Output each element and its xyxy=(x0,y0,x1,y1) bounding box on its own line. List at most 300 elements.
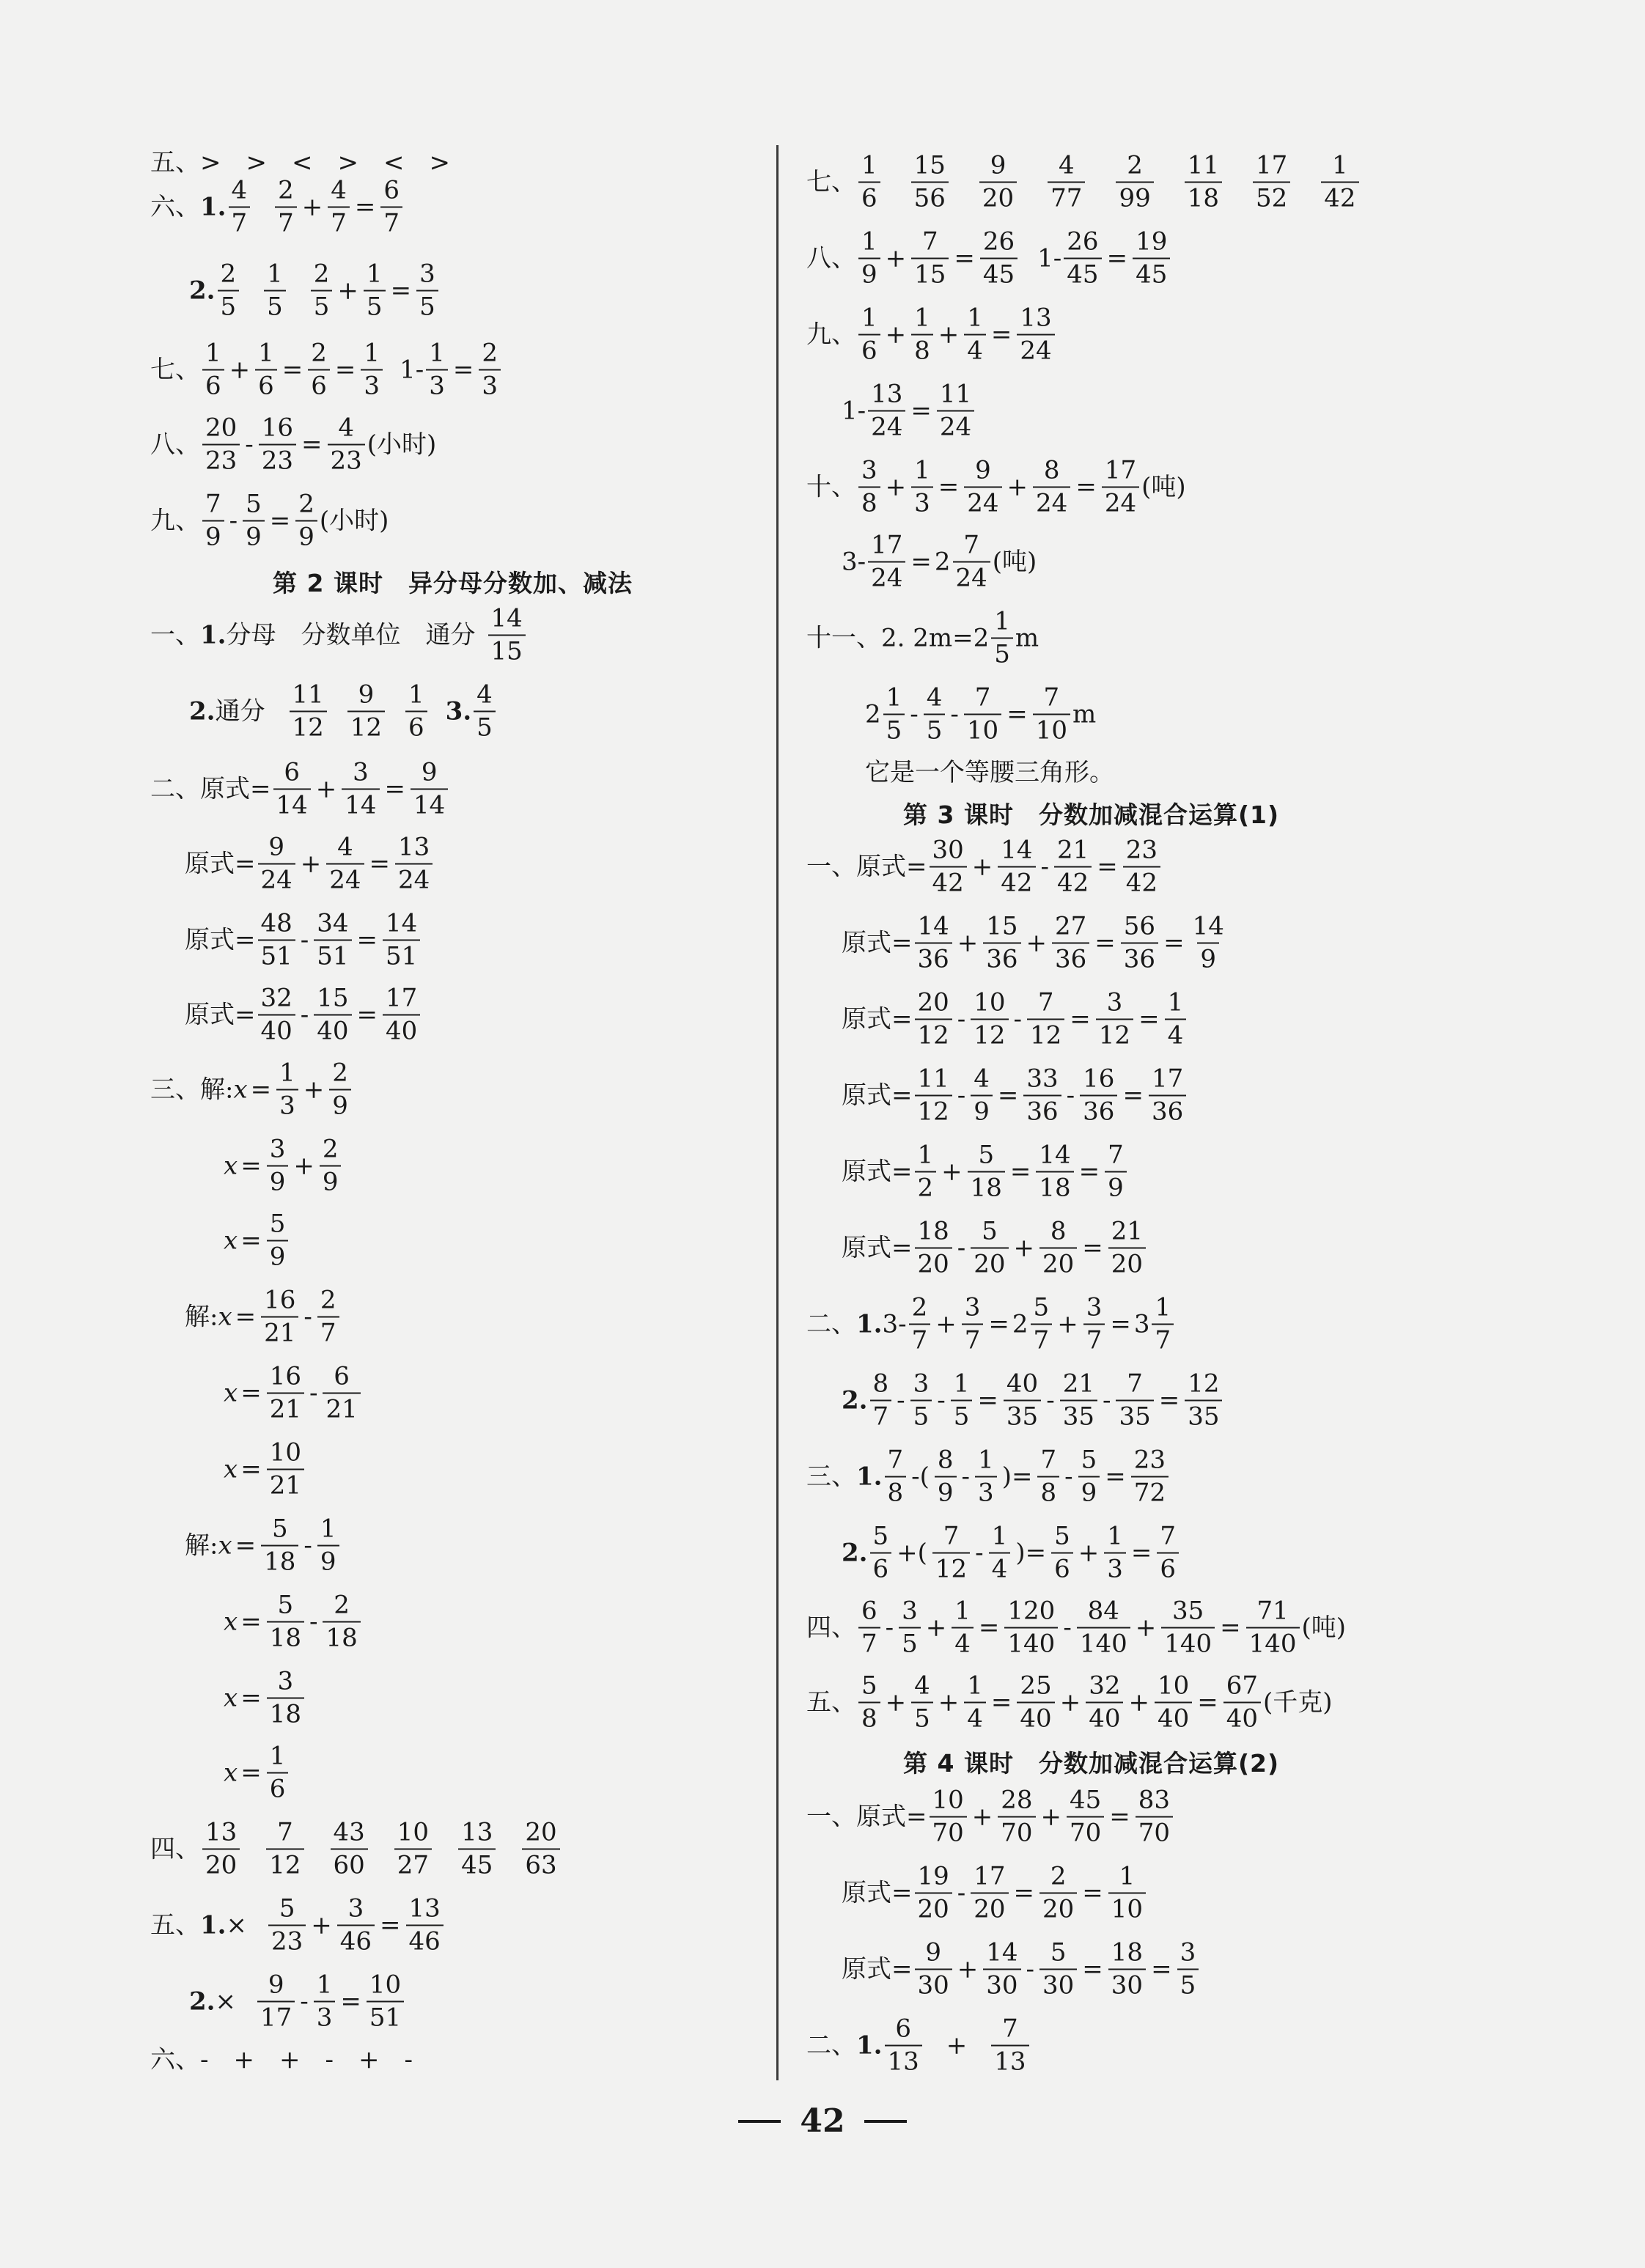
operator: - xyxy=(1064,1462,1073,1491)
denominator: 42 xyxy=(1321,181,1358,214)
numerator: 3 xyxy=(1106,987,1123,1017)
fraction xyxy=(858,1671,880,1734)
answer-text: x xyxy=(224,1226,238,1255)
denominator: 24 xyxy=(868,410,905,443)
fraction xyxy=(1116,1369,1153,1432)
denominator: 3 xyxy=(975,1476,997,1509)
numerator: 26 xyxy=(1067,227,1099,257)
operator: - xyxy=(1040,852,1050,881)
numerator: 16 xyxy=(1083,1064,1115,1094)
operator: + xyxy=(1135,1613,1157,1642)
denominator: 8 xyxy=(858,486,880,519)
denominator: 140 xyxy=(1246,1627,1300,1660)
fraction xyxy=(1102,455,1139,519)
fraction xyxy=(1165,987,1187,1051)
answer-text: 1. xyxy=(200,192,227,221)
fraction xyxy=(342,757,379,821)
fraction xyxy=(311,259,333,323)
denominator: 51 xyxy=(314,939,351,972)
fraction xyxy=(998,835,1035,899)
denominator: 5 xyxy=(911,1701,933,1734)
answer-text: x xyxy=(224,1454,238,1484)
denominator: 3 xyxy=(426,369,448,402)
denominator: 36 xyxy=(983,942,1020,975)
denominator: 35 xyxy=(1116,1399,1153,1432)
fraction xyxy=(1096,987,1133,1051)
operator: - xyxy=(897,1385,905,1415)
denominator: 9 xyxy=(267,1165,289,1198)
operator: = xyxy=(1158,1385,1180,1415)
fraction xyxy=(229,175,251,239)
numerator: 15 xyxy=(913,150,946,180)
fraction xyxy=(1105,1140,1127,1204)
fraction xyxy=(979,150,1017,214)
fraction xyxy=(1133,227,1170,290)
fraction xyxy=(915,911,952,975)
left-answer-line xyxy=(224,1437,306,1501)
numerator: 19 xyxy=(917,1861,949,1891)
operator: = xyxy=(990,1687,1012,1717)
numerator: 15 xyxy=(986,911,1018,941)
answer-text: 3 xyxy=(1133,1309,1150,1339)
fraction xyxy=(479,338,501,402)
fraction xyxy=(202,338,224,402)
numerator: 120 xyxy=(1007,1596,1056,1626)
operator: - xyxy=(303,1302,312,1331)
operator: - xyxy=(303,1531,312,1560)
fraction xyxy=(991,2014,1028,2077)
right-answer-line xyxy=(806,1445,1171,1509)
operator: = xyxy=(240,1151,262,1180)
numerator: 6 xyxy=(383,175,400,205)
denominator: 24 xyxy=(258,863,295,896)
numerator: 18 xyxy=(1111,1937,1144,1967)
operator: -( xyxy=(911,1462,930,1491)
denominator: 20 xyxy=(202,1848,240,1881)
fraction xyxy=(909,1292,931,1356)
fraction xyxy=(267,1437,304,1501)
numerator: 11 xyxy=(1187,150,1219,180)
fraction xyxy=(290,680,327,743)
operator: + xyxy=(1078,1538,1100,1567)
denominator: 24 xyxy=(1017,334,1054,367)
denominator: 6 xyxy=(255,369,277,402)
denominator: 13 xyxy=(991,2044,1028,2077)
denominator: 36 xyxy=(915,942,952,975)
denominator: 51 xyxy=(367,2000,404,2033)
numerator: 1 xyxy=(914,455,930,485)
numerator: 4 xyxy=(337,832,353,862)
answer-text: 2 xyxy=(934,547,951,576)
operator: = xyxy=(250,1075,272,1104)
left-answer-line xyxy=(185,832,435,896)
denominator: 20 xyxy=(979,181,1017,214)
left-answer-line xyxy=(224,1134,343,1198)
numerator: 4 xyxy=(926,682,943,713)
fraction xyxy=(911,455,933,519)
right-answer-line xyxy=(806,2014,1031,2077)
operator: = xyxy=(356,1000,378,1029)
fraction xyxy=(971,1064,993,1127)
answer-text: 九、 xyxy=(150,506,200,535)
denominator: 9 xyxy=(243,520,265,553)
fraction xyxy=(1108,1861,1146,1925)
fraction xyxy=(915,1861,952,1925)
left-answer-line xyxy=(150,413,436,476)
fraction xyxy=(323,1590,360,1654)
fraction xyxy=(1131,1445,1169,1509)
denominator: 5 xyxy=(311,290,333,323)
operator: = xyxy=(1070,1004,1091,1034)
operator: + xyxy=(971,1802,993,1831)
operator: = xyxy=(1105,1462,1126,1491)
right-answer-line xyxy=(806,1671,1333,1734)
fraction xyxy=(337,1893,375,1957)
operator: + xyxy=(938,320,960,349)
denominator: 9 xyxy=(971,1094,993,1127)
answer-text: (小时) xyxy=(319,506,389,535)
denominator: 45 xyxy=(458,1848,496,1881)
numerator: 26 xyxy=(982,227,1015,257)
fraction xyxy=(243,489,265,553)
fraction xyxy=(1152,1292,1174,1356)
right-answer-line xyxy=(842,530,1037,594)
answer-text: 2. xyxy=(842,1538,868,1567)
numerator: 1 xyxy=(1167,987,1184,1017)
fraction xyxy=(964,1671,986,1734)
numerator: 1 xyxy=(366,259,383,289)
numerator: 2 xyxy=(482,338,498,368)
fraction xyxy=(267,1134,289,1198)
denominator: 20 xyxy=(915,1247,952,1280)
operator: + xyxy=(303,1075,325,1104)
operator: - xyxy=(1063,1613,1072,1642)
denominator: 7 xyxy=(328,206,350,239)
numerator: 3 xyxy=(913,1369,930,1399)
operator: + xyxy=(941,1157,963,1186)
answer-text: × xyxy=(226,1910,247,1940)
denominator: 7 xyxy=(275,206,297,239)
right-answer-line xyxy=(842,1521,1181,1585)
fraction xyxy=(1051,1521,1073,1585)
fraction xyxy=(257,1970,295,2033)
right-answer-line xyxy=(806,303,1057,367)
answer-text: 1. xyxy=(856,1309,883,1339)
right-answer-line xyxy=(842,1937,1201,2001)
denominator: 9 xyxy=(295,520,317,553)
fraction xyxy=(314,983,351,1047)
denominator: 12 xyxy=(1096,1018,1133,1051)
answer-text: m xyxy=(1015,623,1039,652)
denominator: 6 xyxy=(870,1552,892,1585)
left-answer-line xyxy=(224,1209,290,1273)
operator: + xyxy=(1026,928,1048,957)
operator: = xyxy=(1075,472,1097,501)
operator: = xyxy=(1122,1080,1144,1110)
fraction xyxy=(1078,1445,1100,1509)
denominator: 14 xyxy=(273,788,311,821)
operator: = xyxy=(954,243,975,273)
denominator: 3 xyxy=(276,1089,298,1122)
numerator: 18 xyxy=(917,1216,949,1246)
numerator: 9 xyxy=(268,832,284,862)
right-answer-line xyxy=(806,606,1039,670)
answer-text: x xyxy=(218,1531,232,1560)
operator: = xyxy=(1151,1954,1172,1984)
denominator: 140 xyxy=(1161,1627,1215,1660)
operator: + xyxy=(1057,1309,1078,1339)
denominator: 6 xyxy=(267,1772,289,1805)
numerator: 7 xyxy=(1002,2014,1018,2044)
left-answer-line xyxy=(185,1285,342,1349)
denominator: 42 xyxy=(1123,866,1160,899)
numerator: 84 xyxy=(1087,1596,1119,1626)
answer-text: 分母 分数单位 通分 xyxy=(226,620,476,649)
numerator: 5 xyxy=(277,1590,294,1620)
numerator: 11 xyxy=(939,379,972,409)
operator: = xyxy=(990,320,1012,349)
numerator: 17 xyxy=(871,530,903,560)
denominator: 7 xyxy=(962,1323,984,1356)
numerator: 3 xyxy=(964,1292,981,1322)
operator: - xyxy=(957,1004,966,1034)
numerator: 16 xyxy=(269,1361,301,1391)
denominator: 5 xyxy=(1177,1968,1199,2001)
answer-text: 2. xyxy=(189,276,216,305)
left-answer-line xyxy=(224,1590,363,1654)
fraction xyxy=(1185,1369,1222,1432)
fraction xyxy=(1136,1785,1173,1849)
answer-text: 原式= xyxy=(842,1004,913,1034)
denominator: 9 xyxy=(317,1544,339,1577)
fraction xyxy=(1048,150,1085,214)
denominator: 36 xyxy=(1023,1094,1061,1127)
operator: )= xyxy=(1001,1462,1033,1491)
denominator: 72 xyxy=(1131,1476,1169,1509)
numerator: 4 xyxy=(476,680,493,710)
numerator: 11 xyxy=(917,1064,949,1094)
fraction xyxy=(328,175,350,239)
answer-text: 二、 xyxy=(806,1309,856,1339)
fraction xyxy=(1086,1671,1123,1734)
answer-text: x xyxy=(224,1151,238,1180)
right-answer-line xyxy=(865,682,1096,746)
answer-text: 1- xyxy=(1037,243,1062,273)
denominator: 8 xyxy=(885,1476,907,1509)
operator: - xyxy=(961,1462,971,1491)
numerator: 2 xyxy=(911,1292,928,1322)
numerator: 12 xyxy=(1188,1369,1220,1399)
numerator: 1 xyxy=(967,303,983,333)
operator: - xyxy=(957,1233,966,1262)
denominator: 15 xyxy=(488,634,526,667)
denominator: 21 xyxy=(261,1316,298,1349)
answer-text: m xyxy=(1072,699,1097,729)
denominator: 9 xyxy=(1105,1171,1127,1204)
fraction xyxy=(910,1369,932,1432)
numerator: 45 xyxy=(1070,1785,1102,1815)
fraction xyxy=(1067,1785,1104,1849)
answer-text: 3- xyxy=(842,547,866,576)
fraction xyxy=(1253,150,1290,214)
numerator: 1 xyxy=(978,1445,994,1475)
numerator: 1 xyxy=(279,1058,295,1088)
denominator: 56 xyxy=(911,181,949,214)
operator: - xyxy=(245,430,254,459)
numerator: 25 xyxy=(1020,1671,1052,1701)
denominator: 36 xyxy=(1080,1094,1117,1127)
operator: = xyxy=(1082,1954,1103,1984)
page-footer xyxy=(0,2102,1645,2140)
denominator: 40 xyxy=(1223,1701,1261,1734)
numerator: 48 xyxy=(260,908,292,938)
numerator: 19 xyxy=(1136,227,1168,257)
numerator: 1 xyxy=(914,303,930,333)
numerator: 5 xyxy=(271,1514,288,1544)
numerator: 40 xyxy=(1006,1369,1039,1399)
fraction xyxy=(1036,1140,1073,1204)
fraction xyxy=(930,835,967,899)
operator: + xyxy=(1013,1233,1035,1262)
fraction xyxy=(1039,1937,1077,2001)
fraction xyxy=(261,1514,298,1577)
left-answer-line xyxy=(185,908,422,972)
denominator: 18 xyxy=(323,1621,360,1654)
fraction xyxy=(268,1893,306,1957)
operator: - xyxy=(1013,1004,1023,1034)
operator: = xyxy=(1006,699,1028,729)
denominator: 35 xyxy=(1185,1399,1222,1432)
denominator: 40 xyxy=(258,1014,295,1047)
denominator: 23 xyxy=(328,443,365,476)
left-answer-line xyxy=(150,2047,413,2072)
operator: + xyxy=(885,243,907,273)
answer-text: x xyxy=(224,1683,238,1712)
operator: - xyxy=(300,1987,309,2016)
numerator: 1 xyxy=(1107,1521,1123,1551)
left-answer-line xyxy=(189,1970,406,2033)
numerator: 5 xyxy=(1054,1521,1070,1551)
fraction xyxy=(980,227,1017,290)
denominator: 24 xyxy=(868,561,905,594)
fraction xyxy=(328,413,365,476)
numerator: 3 xyxy=(269,1134,286,1164)
numerator: 1 xyxy=(991,1521,1008,1551)
right-answer-line xyxy=(806,227,1172,290)
denominator: 23 xyxy=(259,443,296,476)
fraction xyxy=(899,1596,921,1660)
denominator: 6 xyxy=(405,710,427,743)
operator: = xyxy=(938,472,960,501)
numerator: 4 xyxy=(974,1064,990,1094)
answer-text: x xyxy=(233,1075,248,1104)
numerator: 2 xyxy=(322,1134,339,1164)
operator: = xyxy=(1097,852,1118,881)
denominator: 18 xyxy=(1185,181,1222,214)
numerator: 1 xyxy=(861,150,877,180)
numerator: 9 xyxy=(268,1970,284,2000)
fraction xyxy=(870,1369,892,1432)
numerator: 11 xyxy=(292,680,324,710)
denominator: 140 xyxy=(1004,1627,1058,1660)
left-answer-line xyxy=(150,757,450,821)
column-divider xyxy=(776,145,779,2080)
numerator: 28 xyxy=(1001,1785,1033,1815)
denominator: 42 xyxy=(930,866,967,899)
answer-text: + xyxy=(946,2030,968,2060)
fraction xyxy=(406,1893,444,1957)
numerator: 17 xyxy=(1255,150,1288,180)
answer-text: 五、 xyxy=(150,1910,200,1940)
answer-text: 八、 xyxy=(806,243,856,273)
numerator: 3 xyxy=(419,259,435,289)
numerator: 13 xyxy=(398,832,430,862)
right-answer-line xyxy=(806,455,1186,519)
fraction xyxy=(405,680,427,743)
answer-text: (吨) xyxy=(1141,472,1186,501)
answer-text: 六、 xyxy=(150,192,200,221)
operator: = xyxy=(1106,243,1128,273)
denominator: 24 xyxy=(964,486,1001,519)
fraction xyxy=(273,757,311,821)
right-answer-line xyxy=(865,760,1114,785)
fraction xyxy=(870,1521,892,1585)
operator: - xyxy=(937,1385,946,1415)
numerator: 21 xyxy=(1111,1216,1144,1246)
fraction xyxy=(258,908,295,972)
numerator: 67 xyxy=(1226,1671,1258,1701)
numerator: 13 xyxy=(1020,303,1052,333)
answer-text: 通分 xyxy=(215,696,265,726)
fraction xyxy=(932,1521,970,1585)
operator: + xyxy=(935,1309,957,1339)
numerator: 5 xyxy=(872,1521,889,1551)
denominator: 24 xyxy=(1033,486,1070,519)
numerator: 4 xyxy=(1058,150,1075,180)
denominator: 7 xyxy=(1152,1323,1174,1356)
denominator: 18 xyxy=(267,1621,304,1654)
numerator: 30 xyxy=(932,835,964,865)
numerator: 7 xyxy=(1108,1140,1124,1170)
right-answer-line xyxy=(842,1861,1148,1925)
fraction xyxy=(1004,1596,1058,1660)
denominator: 140 xyxy=(1077,1627,1130,1660)
numerator: 7 xyxy=(974,682,991,713)
fraction xyxy=(858,455,880,519)
operator: = xyxy=(452,355,474,384)
answer-text: 1- xyxy=(842,396,866,425)
numerator: 6 xyxy=(861,1596,877,1626)
numerator: 1 xyxy=(316,1970,333,2000)
numerator: 1 xyxy=(429,338,445,368)
fraction xyxy=(416,259,438,323)
right-answer-line xyxy=(842,1369,1224,1432)
numerator: 1 xyxy=(1155,1292,1171,1322)
fraction xyxy=(1116,150,1153,214)
operator: = xyxy=(240,1378,262,1407)
numerator: 20 xyxy=(525,1817,557,1847)
operator: = xyxy=(235,1302,257,1331)
numerator: 2 xyxy=(1127,150,1143,180)
fraction xyxy=(1027,987,1064,1051)
denominator: 20 xyxy=(915,1892,952,1925)
answer-text: 1- xyxy=(400,355,424,384)
fraction xyxy=(971,1861,1008,1925)
fraction xyxy=(314,1970,336,2033)
numerator: 2 xyxy=(313,259,330,289)
answer-text: 十、 xyxy=(806,472,856,501)
denominator: 2 xyxy=(915,1171,937,1204)
